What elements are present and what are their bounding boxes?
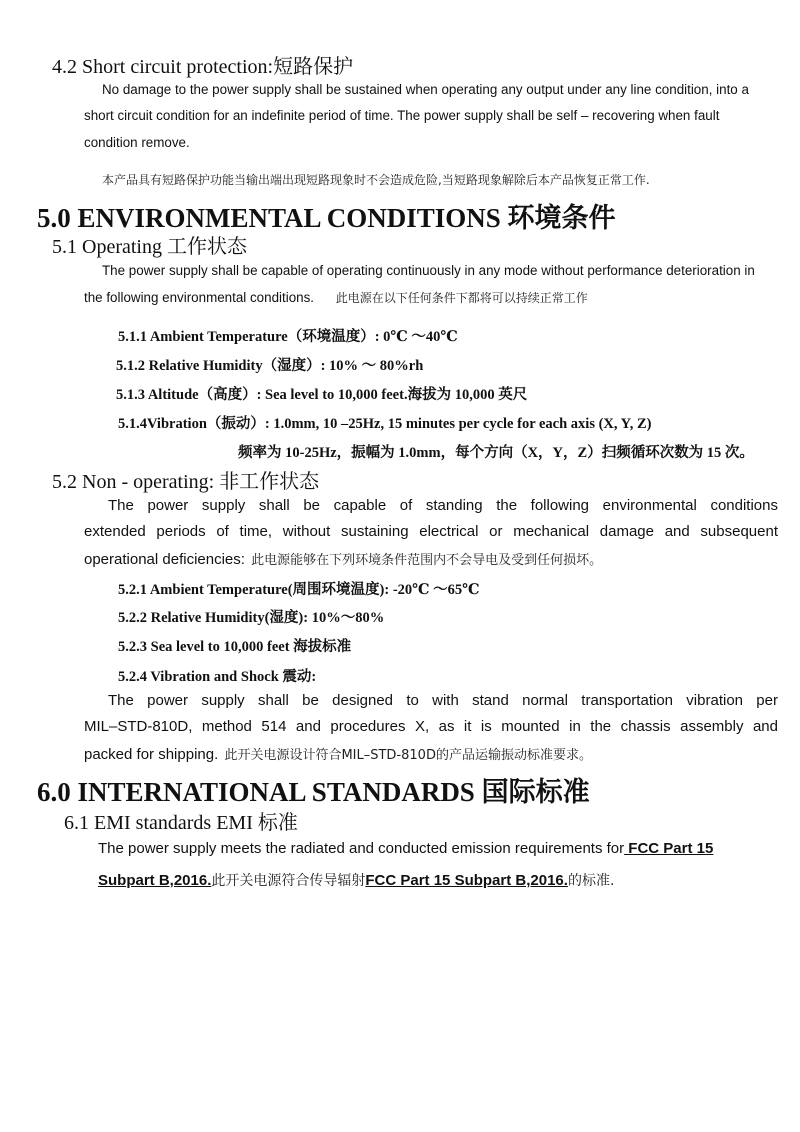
spec-5-1-4-chinese: 频率为 10-25Hz，振幅为 1.0mm，每个方向（X，Y，Z）扫频循环次数为 15 次。 — [238, 445, 754, 461]
sec524-line-1: The power supply shall be designed to with stand normal transportation vibration per — [108, 692, 778, 709]
sec524-chinese: 此开关电源设计符合MIL–STD-810D的产品运输振动标准要求。 — [224, 748, 592, 763]
spec-5-2-3: 5.2.3 Sea level to 10,000 feet 海拔标准 — [118, 639, 352, 655]
section-6-0-heading: 6.0 INTERNATIONAL STANDARDS 国际标准 — [37, 777, 590, 807]
section-4-2-heading: 4.2 Short circuit protection:短路保护 — [52, 56, 354, 78]
section-5-0-heading: 5.0 ENVIRONMENTAL CONDITIONS 环境条件 — [37, 203, 616, 233]
sec61-line-2 — [98, 870, 614, 890]
sec524-line-3-text: packed for shipping. — [84, 746, 219, 763]
spec-5-1-3: 5.1.3 Altitude（高度）: Sea level to 10,000 feet.海拔为 10,000 英尺 — [116, 387, 528, 403]
spec-5-1-1: 5.1.1 Ambient Temperature（环境温度）: 0℃ ～40℃ — [118, 329, 458, 345]
spec-5-1-4: 5.1.4Vibration（振动）: 1.0mm, 10 –25Hz, 15 minutes per cycle for each axis (X, Y, Z) — [118, 416, 652, 432]
sec52-chinese: 此电源能够在下列环境条件范围内不会导电及受到任何损坏。 — [251, 553, 603, 568]
sec524-line-3 — [84, 744, 592, 763]
sec52-line-3 — [84, 549, 602, 568]
sec52-line-2: extended periods of time, without sustaining electrical or mechanical damage and subsequent — [84, 523, 778, 540]
sec52-line-1: The power supply shall be capable of standing the following environmental conditions — [108, 497, 778, 514]
sec52-line-3-text: operational deficiencies: — [84, 551, 245, 568]
sec61-line-1 — [98, 840, 713, 857]
fcc-ref-2: Subpart B,2016. — [98, 872, 212, 889]
sec51-chinese: 此电源在以下任何条件下都将可以持续正常工作 — [335, 291, 588, 305]
sec61-chinese-end: 的标准. — [567, 873, 615, 889]
spec-5-2-4: 5.2.4 Vibration and Shock 震动: — [118, 669, 317, 685]
sec524-line-2: MIL–STD-810D, method 514 and procedures X, as it is mounted in the chassis assembly and — [84, 718, 778, 735]
section-6-1-heading: 6.1 EMI standards EMI 标准 — [64, 812, 298, 834]
sec42-line-1: No damage to the power supply shall be sustained when operating any output under any line condition, into a — [102, 82, 749, 97]
spec-5-1-2: 5.1.2 Relative Humidity（湿度）: 10% ～ 80%rh — [116, 358, 424, 374]
fcc-ref-1: FCC Part 15 — [624, 840, 714, 857]
spec-5-2-2: 5.2.2 Relative Humidity(湿度): 10%～80% — [118, 610, 385, 626]
fcc-ref-3: FCC Part 15 Subpart B,2016. — [365, 872, 568, 889]
sec42-line-3: condition remove. — [84, 135, 190, 150]
sec61-line-1-text: The power supply meets the radiated and conducted emission requirements for — [98, 840, 625, 857]
section-5-1-heading: 5.1 Operating 工作状态 — [52, 236, 247, 258]
sec42-line-2: short circuit condition for an indefinite period of time. The power supply shall be self – recovering when fault — [84, 108, 720, 123]
spec-5-2-1: 5.2.1 Ambient Temperature(周围环境温度): -20℃ ～65℃ — [118, 582, 480, 598]
section-5-2-heading: 5.2 Non - operating: 非工作状态 — [52, 471, 320, 493]
sec51-line-2-text: the following environmental conditions. — [84, 290, 315, 305]
sec42-chinese: 本产品具有短路保护功能当输出端出现短路现象时不会造成危险,当短路现象解除后本产品恢复正常工作. — [102, 173, 650, 187]
sec51-line-2 — [84, 289, 588, 306]
sec51-line-1: The power supply shall be capable of operating continuously in any mode without performance deterioration in — [102, 263, 755, 278]
sec61-chinese: 此开关电源符合传导辐射 — [211, 873, 366, 889]
